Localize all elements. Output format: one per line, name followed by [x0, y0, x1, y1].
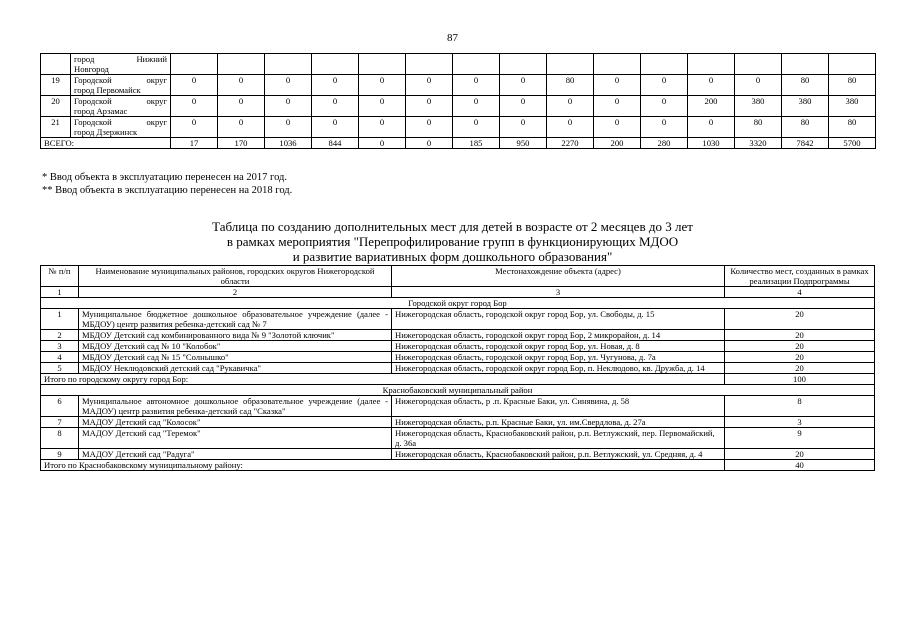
row-number-cell: 4: [41, 352, 79, 363]
value-cell: [735, 54, 782, 75]
value-cell: 80: [547, 75, 594, 96]
value-cell: 0: [312, 75, 359, 96]
column-number-row: [41, 287, 875, 298]
table-row: [41, 330, 875, 341]
value-cell: [453, 54, 500, 75]
table-title: [0, 219, 905, 264]
address-cell: Нижегородская область, городской округ город Бор, 2 микрорайон, д. 14: [392, 330, 725, 341]
value-cell: 0: [453, 96, 500, 117]
table-row: [41, 309, 875, 330]
column-number-cell: 4: [725, 287, 875, 298]
total-value-cell: 0: [359, 138, 406, 149]
area-name-line: Городской округ: [74, 117, 167, 127]
value-cell: 0: [171, 96, 218, 117]
total-value-cell: 950: [500, 138, 547, 149]
area-name-cell: [71, 117, 171, 138]
header-row: [41, 266, 875, 287]
value-cell: 0: [312, 96, 359, 117]
value-cell: [782, 54, 829, 75]
header-address: Местонахождение объекта (адрес): [392, 266, 725, 287]
total-value-cell: 2270: [547, 138, 594, 149]
value-cell: [641, 54, 688, 75]
column-number-cell: 1: [41, 287, 79, 298]
table-row: [41, 428, 875, 449]
row-number-cell: 6: [41, 396, 79, 417]
value-cell: 0: [547, 96, 594, 117]
value-cell: [594, 54, 641, 75]
address-cell: Нижегородская область, р .п. Красные Баки, ул. Синявина, д. 58: [392, 396, 725, 417]
row-number-cell: 19: [41, 75, 71, 96]
institution-name-cell: МАДОУ Детский сад "Радуга": [79, 449, 392, 460]
area-name-line: город Первомайск: [74, 85, 141, 95]
subtotal-row: [41, 374, 875, 385]
section-title: Городской округ город Бор: [41, 298, 875, 309]
value-cell: [218, 54, 265, 75]
table-row: [41, 396, 875, 417]
value-cell: 80: [735, 117, 782, 138]
value-cell: 0: [641, 75, 688, 96]
value-cell: 0: [641, 96, 688, 117]
title-line-3: и развитие вариативных форм дошкольного образования": [292, 249, 613, 264]
value-cell: 0: [735, 75, 782, 96]
total-value-cell: 170: [218, 138, 265, 149]
value-cell: [359, 54, 406, 75]
value-cell: 0: [453, 75, 500, 96]
row-number-cell: 21: [41, 117, 71, 138]
header-num: № п/п: [41, 266, 79, 287]
value-cell: 0: [265, 96, 312, 117]
value-cell: [688, 54, 735, 75]
institution-name-cell: МБДОУ Детский сад комбинированного вида № 9 "Золотой ключик": [79, 330, 392, 341]
total-value-cell: 5700: [829, 138, 876, 149]
total-value-cell: 7842: [782, 138, 829, 149]
places-count-cell: 20: [725, 341, 875, 352]
places-count-cell: 20: [725, 309, 875, 330]
address-cell: Нижегородская область, городской округ город Бор, п. Неклюдово, кв. Дружба, д. 14: [392, 363, 725, 374]
total-value-cell: 0: [406, 138, 453, 149]
row-number-cell: 1: [41, 309, 79, 330]
header-count: Количество мест, созданных в рамках реализации Подпрограммы: [725, 266, 875, 287]
value-cell: 0: [218, 96, 265, 117]
row-number-cell: [41, 54, 71, 75]
institution-name-cell: МБДОУ Неклюдовский детский сад "Рукавичка": [79, 363, 392, 374]
value-cell: 380: [782, 96, 829, 117]
institution-name-cell: МБДОУ Детский сад № 10 "Колобок": [79, 341, 392, 352]
summary-table-continued: [40, 53, 876, 149]
value-cell: 0: [406, 117, 453, 138]
value-cell: 80: [829, 117, 876, 138]
area-name-line: Городской округ: [74, 75, 167, 85]
value-cell: 0: [547, 117, 594, 138]
area-name-line: город Нижний: [74, 54, 167, 64]
total-value-cell: 185: [453, 138, 500, 149]
total-value-cell: 17: [171, 138, 218, 149]
row-number-cell: 5: [41, 363, 79, 374]
area-name-line: Новгород: [74, 64, 109, 74]
value-cell: 380: [829, 96, 876, 117]
value-cell: 0: [641, 117, 688, 138]
institution-name-cell: Муниципальное автономное дошкольное образовательное учреждение (далее - МАДОУ) центр развития ребенка-детский сад "Сказка": [79, 396, 392, 417]
value-cell: 0: [265, 75, 312, 96]
places-count-cell: 20: [725, 449, 875, 460]
address-cell: Нижегородская область, городской округ город Бор, ул. Новая, д. 8: [392, 341, 725, 352]
section-header-row: [41, 298, 875, 309]
total-label-cell: ВСЕГО:: [41, 138, 171, 149]
value-cell: 0: [359, 96, 406, 117]
value-cell: 0: [171, 75, 218, 96]
value-cell: 0: [594, 117, 641, 138]
places-count-cell: 20: [725, 363, 875, 374]
value-cell: 80: [782, 117, 829, 138]
area-name-cell: [71, 75, 171, 96]
table-row: [41, 117, 876, 138]
area-name-cell: [71, 54, 171, 75]
value-cell: 0: [688, 75, 735, 96]
value-cell: [829, 54, 876, 75]
places-count-cell: 9: [725, 428, 875, 449]
subtotal-value: 100: [725, 374, 875, 385]
value-cell: 0: [218, 117, 265, 138]
institution-name-cell: МБДОУ Детский сад № 15 "Солнышко": [79, 352, 392, 363]
value-cell: 0: [218, 75, 265, 96]
column-number-cell: 2: [79, 287, 392, 298]
row-number-cell: 9: [41, 449, 79, 460]
section-title: Краснобаковский муниципальный район: [41, 385, 875, 396]
value-cell: [547, 54, 594, 75]
institution-name-cell: Муниципальное бюджетное дошкольное образовательное учреждение (далее - МБДОУ) центр развития ребенка-детский сад № 7: [79, 309, 392, 330]
value-cell: 0: [359, 117, 406, 138]
table-row: [41, 417, 875, 428]
value-cell: 380: [735, 96, 782, 117]
value-cell: [265, 54, 312, 75]
area-name-cell: [71, 96, 171, 117]
table-row: [41, 352, 875, 363]
row-number-cell: 3: [41, 341, 79, 352]
value-cell: 0: [265, 117, 312, 138]
places-count-cell: 20: [725, 352, 875, 363]
area-name-line: город Дзержинск: [74, 127, 138, 137]
column-number-cell: 3: [392, 287, 725, 298]
table-row: [41, 363, 875, 374]
value-cell: 0: [594, 75, 641, 96]
value-cell: [171, 54, 218, 75]
table-row: [41, 341, 875, 352]
institution-name-cell: МАДОУ Детский сад "Теремок": [79, 428, 392, 449]
places-count-cell: 8: [725, 396, 875, 417]
places-count-cell: 20: [725, 330, 875, 341]
value-cell: 0: [688, 117, 735, 138]
subtotal-value: 40: [725, 460, 875, 471]
institution-name-cell: МАДОУ Детский сад "Колосок": [79, 417, 392, 428]
area-name-line: город Арзамас: [74, 106, 128, 116]
address-cell: Нижегородская область, Краснобаковский район, р.п. Ветлужский, ул. Средняя, д. 4: [392, 449, 725, 460]
page-number: 87: [447, 32, 458, 44]
address-cell: Нижегородская область, р.п. Красные Баки, ул. им.Свердлова, д. 27а: [392, 417, 725, 428]
value-cell: 80: [829, 75, 876, 96]
total-value-cell: 280: [641, 138, 688, 149]
value-cell: [312, 54, 359, 75]
title-line-2: в рамках мероприятия "Перепрофилирование групп в функционирующих МДОО: [226, 234, 679, 249]
subtotal-label: Итого по Краснобаковскому муниципальному району:: [41, 460, 725, 471]
row-number-cell: 20: [41, 96, 71, 117]
row-number-cell: 2: [41, 330, 79, 341]
total-value-cell: 3320: [735, 138, 782, 149]
value-cell: [406, 54, 453, 75]
value-cell: 200: [688, 96, 735, 117]
address-cell: Нижегородская область, городской округ город Бор, ул. Свободы, д. 15: [392, 309, 725, 330]
value-cell: 0: [594, 96, 641, 117]
value-cell: [500, 54, 547, 75]
total-value-cell: 844: [312, 138, 359, 149]
value-cell: 0: [312, 117, 359, 138]
value-cell: 0: [406, 96, 453, 117]
address-cell: Нижегородская область, Краснобаковский район, р.п. Ветлужский, пер. Первомайский, д. 36а: [392, 428, 725, 449]
value-cell: 0: [500, 96, 547, 117]
section-header-row: [41, 385, 875, 396]
value-cell: 0: [500, 75, 547, 96]
total-value-cell: 1036: [265, 138, 312, 149]
total-value-cell: 200: [594, 138, 641, 149]
subtotal-label: Итого по городскому округу город Бор:: [41, 374, 725, 385]
row-number-cell: 7: [41, 417, 79, 428]
title-line-1: Таблица по созданию дополнительных мест для детей в возрасте от 2 месяцев до 3 лет: [212, 219, 693, 234]
places-count-cell: 3: [725, 417, 875, 428]
value-cell: 80: [782, 75, 829, 96]
address-cell: Нижегородская область, городской округ город Бор, ул. Чугунова, д. 7а: [392, 352, 725, 363]
new-places-table: [40, 265, 875, 471]
subtotal-row: [41, 460, 875, 471]
table-row: [41, 96, 876, 117]
value-cell: 0: [171, 117, 218, 138]
total-row: [41, 138, 876, 149]
value-cell: 0: [359, 75, 406, 96]
table-row: [41, 75, 876, 96]
value-cell: 0: [406, 75, 453, 96]
area-name-line: Городской округ: [74, 96, 167, 106]
footnote-2017: * Ввод объекта в эксплуатацию перенесен на 2017 год.: [42, 172, 288, 183]
value-cell: 0: [500, 117, 547, 138]
row-number-cell: 8: [41, 428, 79, 449]
table-row: [41, 54, 876, 75]
total-value-cell: 1030: [688, 138, 735, 149]
table-row: [41, 449, 875, 460]
value-cell: 0: [453, 117, 500, 138]
header-name: Наименование муниципальных районов, городских округов Нижегородской области: [79, 266, 392, 287]
footnote-2018: ** Ввод объекта в эксплуатацию перенесен на 2018 год.: [42, 185, 293, 196]
